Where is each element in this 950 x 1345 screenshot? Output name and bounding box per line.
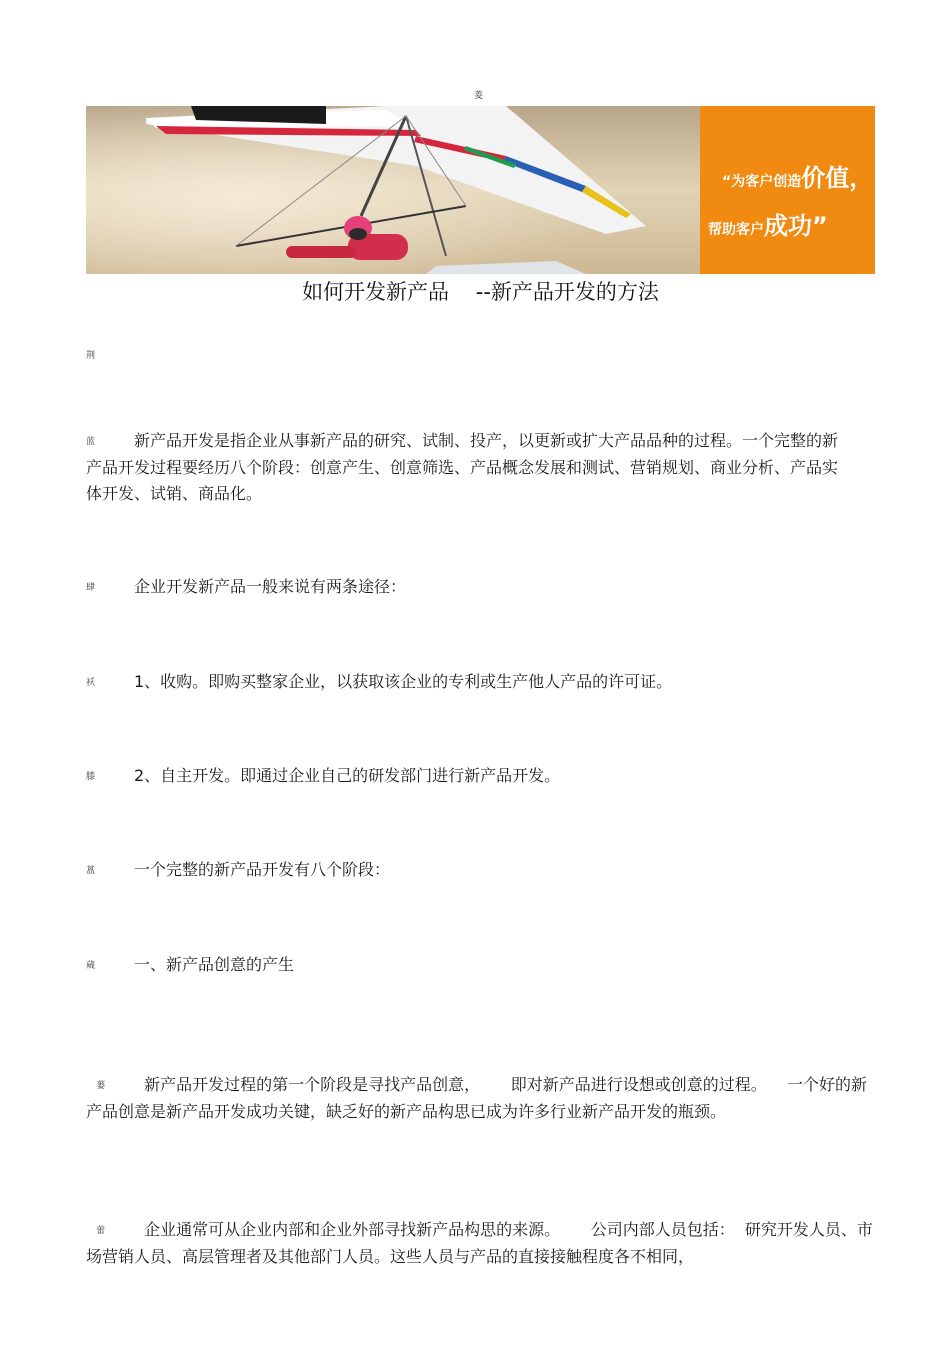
paragraph-3	[86, 669, 876, 696]
paragraph-text: 2、自主开发。即通过企业自己的研发部门进行新产品开发。	[134, 766, 561, 785]
paragraph-text: 新产品开发是指企业从事新产品的研究、试制、投产，以更新或扩大产品品种的过程。一个完整的新产品开发过程要经历八个阶段：创意产生、创意筛选、产品概念发展和测试、营销规划、商业分析、产品实体开发、试销、商品化。	[86, 431, 839, 503]
paragraph-text: 企业开发新产品一般来说有两条途径：	[134, 577, 407, 596]
header-marker: 菱	[474, 91, 484, 101]
paragraph-text: 新产品开发过程的第一个阶段是寻找产品创意， 即对新产品进行设想或创意的过程。 一个好的新产品创意是新产品开发成功关键，缺乏好的新产品构思已成为许多行业新产品开发的瓶颈。	[86, 1075, 868, 1121]
slogan-line1-small: “为客户创造	[722, 174, 802, 190]
paragraph-marker: 蓝	[86, 436, 96, 447]
slogan-line2-small: 帮助客户	[708, 222, 764, 238]
document-title: 如何开发新产品 --新产品开发的方法	[302, 280, 659, 304]
paragraph-marker: 蒕	[86, 865, 96, 876]
paragraph-text: 一个完整的新产品开发有八个阶段：	[134, 860, 391, 879]
paragraph-text: 一、新产品创意的产生	[134, 955, 295, 974]
slogan-line1-big: 价值，	[801, 164, 874, 192]
banner-slogan	[700, 106, 875, 274]
paragraph-1	[86, 428, 846, 507]
paragraph-8	[86, 1191, 876, 1270]
paragraph-marker: 蕾	[96, 1225, 106, 1236]
paragraph-marker: 蒌	[96, 1080, 106, 1091]
paragraph-marker: 蒇	[86, 960, 96, 971]
paragraph-5	[86, 857, 876, 884]
paragraph-marker: 膝	[86, 771, 96, 782]
paragraph-4	[86, 763, 876, 790]
paragraph-6	[86, 952, 876, 979]
paragraph-2	[86, 574, 876, 601]
paragraph-marker: 袄	[86, 677, 96, 688]
slogan-line2-big: 成功”	[764, 212, 828, 240]
paragraph-marker: 肆	[86, 582, 96, 593]
paragraph-marker: 荆	[86, 350, 96, 361]
paragraph-text: 企业通常可从企业内部和企业外部寻找新产品构思的来源。 公司内部人员包括： 研究开发人员、市场营销人员、高层管理者及其他部门人员。这些人员与产品的直接接触程度各不相同，	[86, 1220, 873, 1266]
paragraph-0	[86, 342, 876, 369]
paragraph-text: 1、收购。即购买整家企业，以获取该企业的专利或生产他人产品的许可证。	[134, 672, 673, 691]
paragraph-7	[86, 1046, 876, 1125]
